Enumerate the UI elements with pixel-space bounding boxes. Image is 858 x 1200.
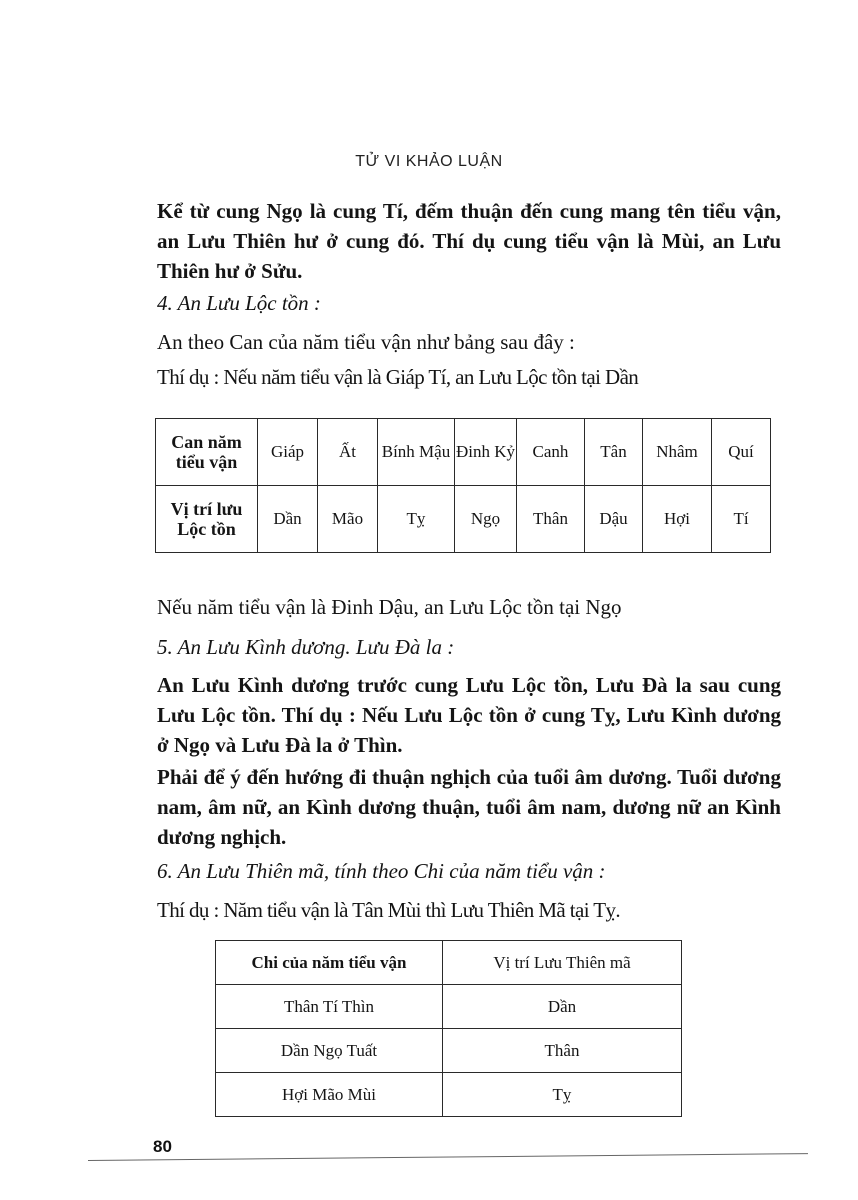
section-5-paragraph-2: Phải để ý đến hướng đi thuận nghịch của tuổi âm dương. Tuổi dương nam, âm nữ, an Kình dương thuận, tuổi âm nam, dương nữ an Kình dương nghịch. bbox=[157, 765, 781, 849]
thien-ma-table bbox=[215, 940, 682, 1117]
section-4-paragraph-2: Thí dụ : Nếu năm tiểu vận là Giáp Tí, an Lưu Lộc tồn tại Dần bbox=[157, 365, 639, 389]
table-cell: Ngọ bbox=[455, 486, 517, 553]
footer-rule bbox=[88, 1153, 808, 1161]
intro-paragraph: Kể từ cung Ngọ là cung Tí, đếm thuận đến cung mang tên tiểu vận, an Lưu Thiên hư ở cung đó. Thí dụ cung tiểu vận là Mùi, an Lưu Thiên hư ở Sửu. bbox=[157, 199, 781, 283]
table-cell: Tí bbox=[712, 486, 771, 553]
section-6-heading: 6. An Lưu Thiên mã, tính theo Chi của năm tiểu vận : bbox=[157, 859, 606, 883]
table-cell: Tỵ bbox=[443, 1073, 682, 1117]
table-cell: Dần Ngọ Tuất bbox=[216, 1029, 443, 1073]
table-cell: Thân bbox=[443, 1029, 682, 1073]
table-cell: Dậu bbox=[585, 486, 643, 553]
table-header-row bbox=[216, 941, 682, 985]
table-cell: Đinh Kỷ bbox=[455, 419, 517, 486]
table-cell: Bính Mậu bbox=[378, 419, 455, 486]
row-header-vi-tri: Vị trí lưu Lộc tồn bbox=[156, 486, 258, 553]
section-4-paragraph-3: Nếu năm tiểu vận là Đinh Dậu, an Lưu Lộc tồn tại Ngọ bbox=[157, 595, 622, 619]
table-cell: Giáp bbox=[258, 419, 318, 486]
section-5-heading: 5. An Lưu Kình dương. Lưu Đà la : bbox=[157, 635, 455, 659]
running-head: TỬ VI KHẢO LUẬN bbox=[355, 153, 503, 170]
table-cell: Tỵ bbox=[378, 486, 455, 553]
table-cell: Canh bbox=[517, 419, 585, 486]
table-cell: Dần bbox=[443, 985, 682, 1029]
table-row bbox=[216, 985, 682, 1029]
section-4-heading: 4. An Lưu Lộc tồn : bbox=[157, 291, 321, 315]
table-row bbox=[216, 1073, 682, 1117]
table-cell: Tân bbox=[585, 419, 643, 486]
table-cell: Thân bbox=[517, 486, 585, 553]
table-cell: Nhâm bbox=[643, 419, 712, 486]
column-header: Chi của năm tiểu vận bbox=[216, 941, 443, 985]
section-6-paragraph-1: Thí dụ : Năm tiểu vận là Tân Mùi thì Lưu Thiên Mã tại Tỵ. bbox=[157, 898, 621, 922]
table-row bbox=[156, 486, 771, 553]
loc-ton-table bbox=[155, 418, 771, 553]
table-cell: Dần bbox=[258, 486, 318, 553]
section-4-paragraph-1: An theo Can của năm tiểu vận như bảng sau đây : bbox=[157, 330, 575, 354]
table-cell: Mão bbox=[318, 486, 378, 553]
page-number: 80 bbox=[153, 1137, 172, 1156]
table-cell: Hợi bbox=[643, 486, 712, 553]
table-cell: Hợi Mão Mùi bbox=[216, 1073, 443, 1117]
table-cell: Thân Tí Thìn bbox=[216, 985, 443, 1029]
column-header: Vị trí Lưu Thiên mã bbox=[443, 941, 682, 985]
table-cell: Ất bbox=[318, 419, 378, 486]
table-row bbox=[216, 1029, 682, 1073]
row-header-can: Can năm tiểu vận bbox=[156, 419, 258, 486]
section-5-paragraph-1: An Lưu Kình dương trước cung Lưu Lộc tồn, Lưu Đà la sau cung Lưu Lộc tồn. Thí dụ : Nếu Lưu Lộc tồn ở cung Tỵ, Lưu Kình dương ở Ngọ và Lưu Đà la ở Thìn. bbox=[157, 673, 781, 757]
table-cell: Quí bbox=[712, 419, 771, 486]
table-row bbox=[156, 419, 771, 486]
